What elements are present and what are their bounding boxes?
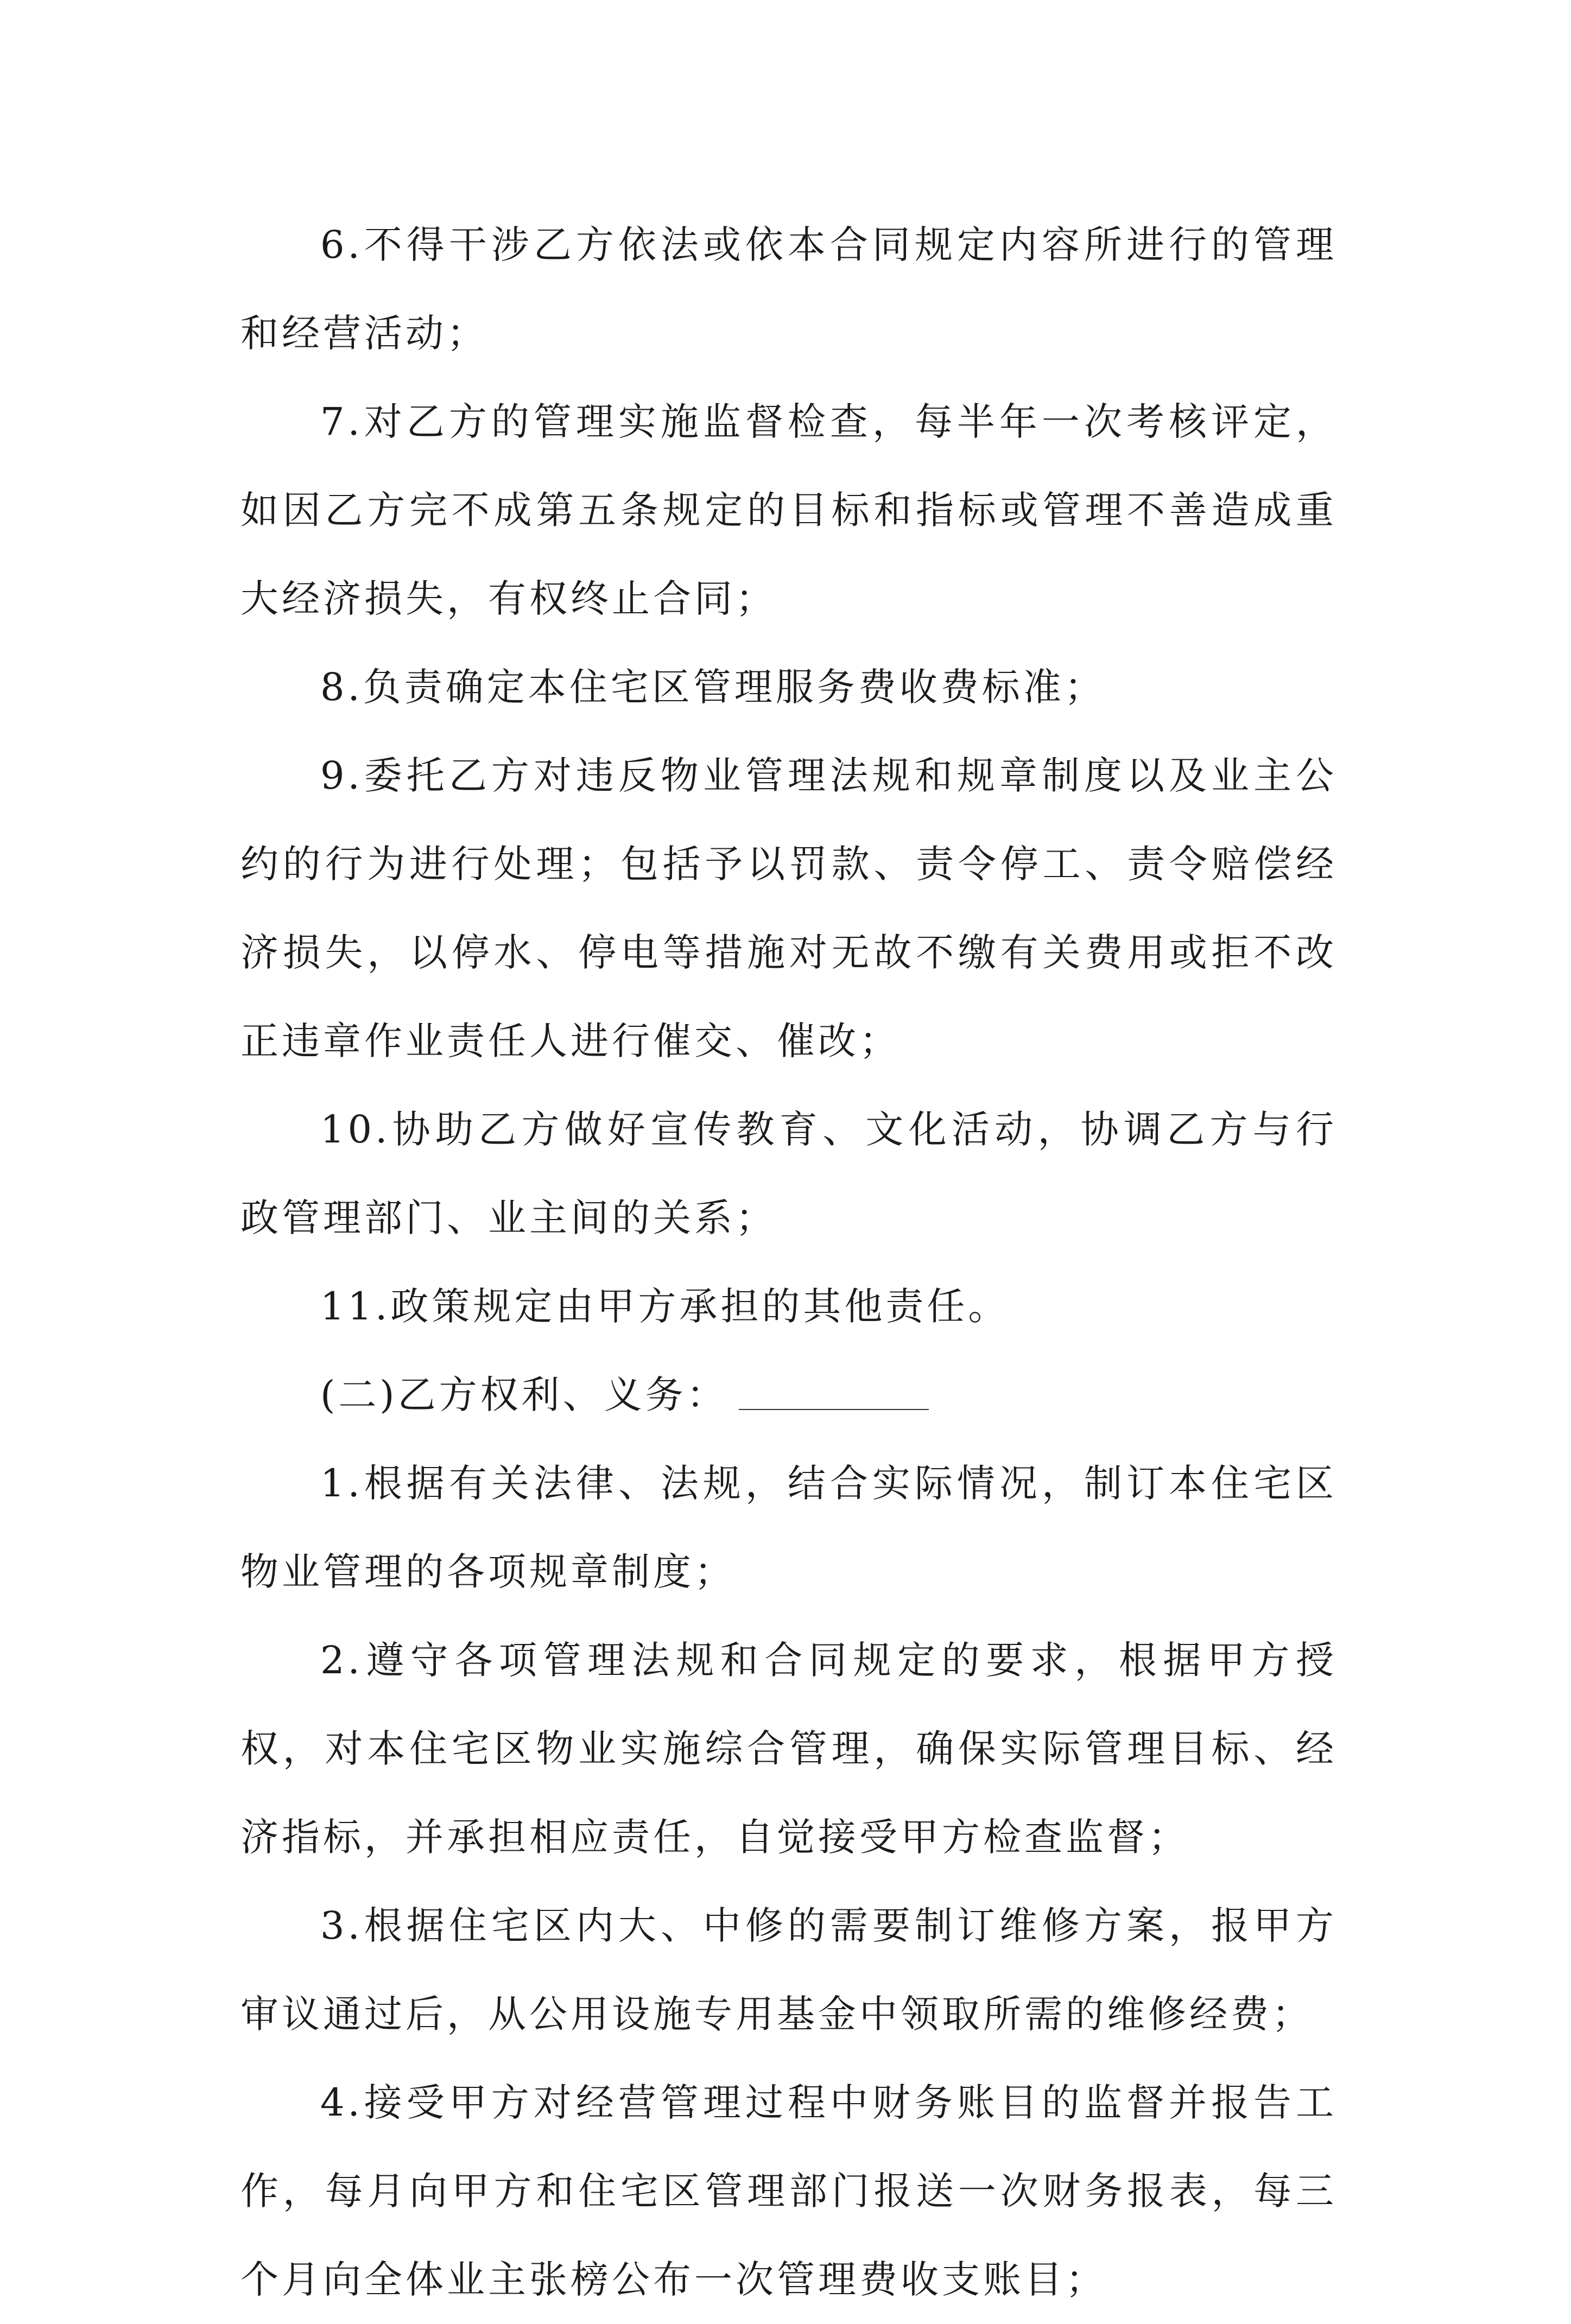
- document-body: [240, 201, 1337, 2324]
- clause-a-7: 7.对乙方的管理实施监督检查，每半年一次考核评定，如因乙方完不成第五条规定的目标和指标或管理不善造成重大经济损失，有权终止合同；: [240, 399, 1337, 621]
- clause-b-4: 4.接受甲方对经营管理过程中财务账目的监督并报告工作，每月向甲方和住宅区管理部门报送一次财务报表，每三个月向全体业主张榜公布一次管理费收支账目；: [240, 2080, 1337, 2302]
- clause-b-1: 1.根据有关法律、法规，结合实际情况，制订本住宅区物业管理的各项规章制度；: [240, 1461, 1337, 1594]
- clause-a-11: 11.政策规定由甲方承担的其他责任。: [320, 1284, 1010, 1329]
- clause-a-9: 9.委托乙方对违反物业管理法规和规章制度以及业主公约的行为进行处理；包括予以罚款、责令停工、责令赔偿经济损失，以停水、停电等措施对无故不缴有关费用或拒不改正违章作业责任人进行催交、催改；: [240, 753, 1337, 1063]
- clause-a-8: 8.负责确定本住宅区管理服务费收费标准；: [320, 665, 1106, 709]
- fill-in-blank-line: [739, 1371, 929, 1410]
- section-heading-text: (二)乙方权利、义务：: [320, 1373, 728, 1417]
- clause-a-6: 6.不得干涉乙方依法或依本合同规定内容所进行的管理和经营活动；: [240, 223, 1337, 355]
- section-heading-party-b: [240, 1351, 1337, 1439]
- clause-a-10: 10.协助乙方做好宣传教育、文化活动，协调乙方与行政管理部门、业主间的关系；: [240, 1107, 1337, 1240]
- clause-b-3: 3.根据住宅区内大、中修的需要制订维修方案，报甲方审议通过后，从公用设施专用基金中领取所需的维修经费；: [240, 1903, 1337, 2036]
- clause-b-2: 2.遵守各项管理法规和合同规定的要求，根据甲方授权，对本住宅区物业实施综合管理，确保实际管理目标、经济指标，并承担相应责任，自觉接受甲方检查监督；: [240, 1638, 1337, 1859]
